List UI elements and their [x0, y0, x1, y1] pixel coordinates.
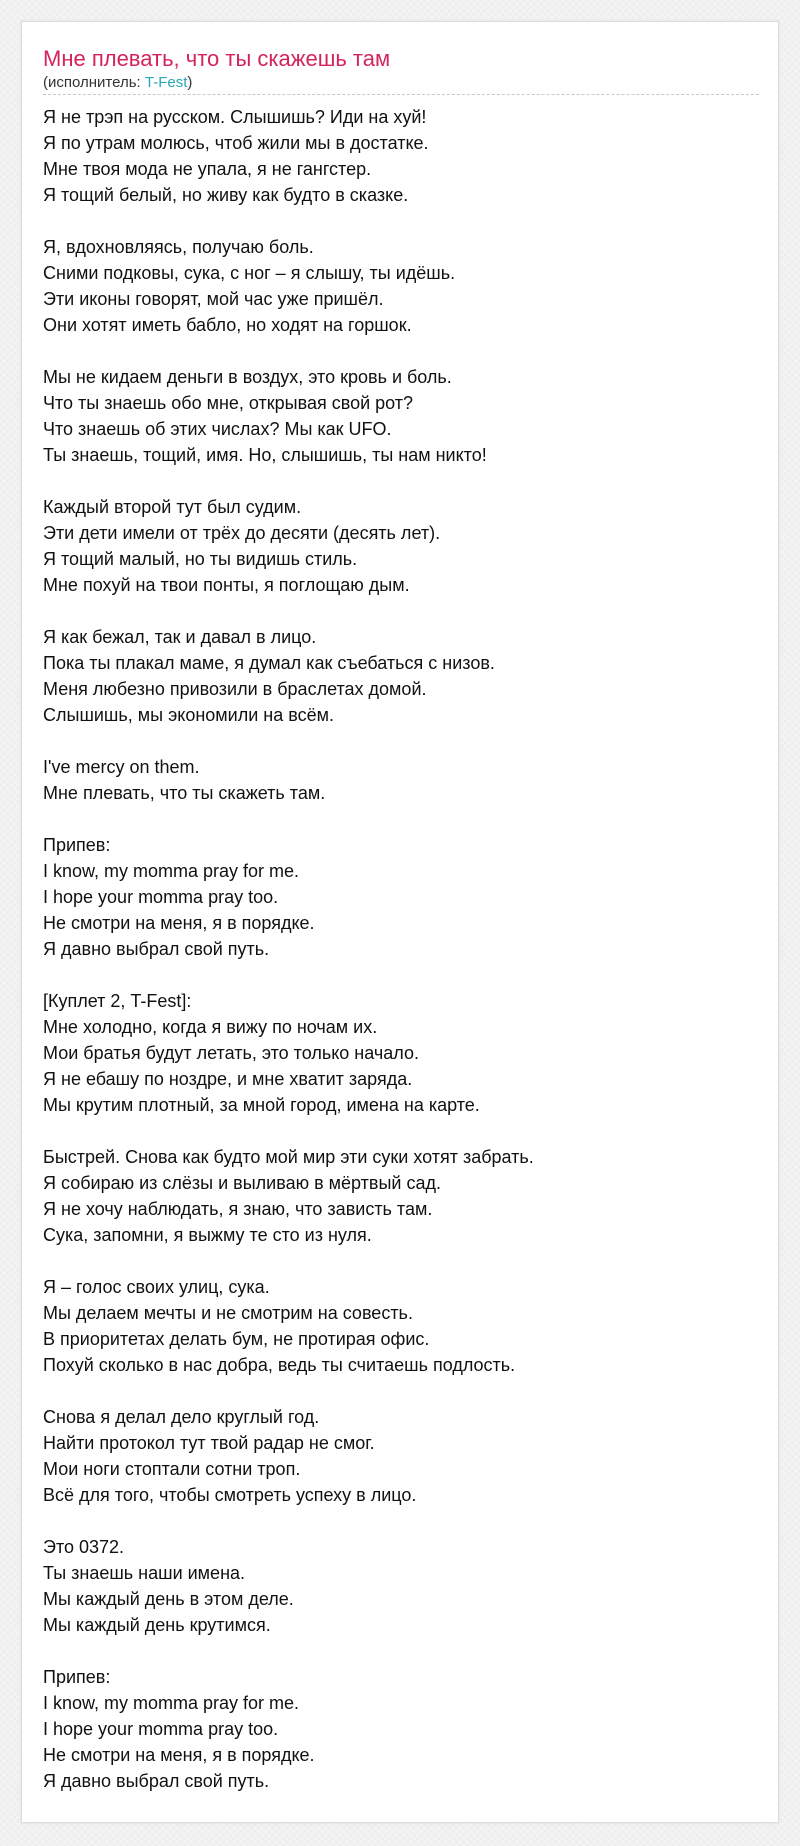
- lyrics-line: Мне холодно, когда я вижу по ночам их.: [43, 1017, 378, 1037]
- lyrics-line: Я давно выбрал свой путь.: [43, 1771, 270, 1791]
- lyrics-line: I know, my momma pray for me.: [43, 861, 300, 881]
- lyrics-line: Мне твоя мода не упала, я не гангстер.: [43, 159, 372, 179]
- lyrics-line: Эти дети имели от трёх до десяти (десять лет).: [43, 523, 441, 543]
- lyrics-line: Всё для того, чтобы смотреть успеху в лицо.: [43, 1485, 417, 1505]
- artist-line: [43, 73, 192, 93]
- lyrics-line: Мои братья будут летать, это только начало.: [43, 1043, 419, 1063]
- lyrics-line: Пока ты плакал маме, я думал как съебаться с низов.: [43, 653, 495, 673]
- lyrics-line: Меня любезно привозили в браслетах домой.: [43, 679, 427, 699]
- lyrics-line: I hope your momma pray too.: [43, 887, 279, 907]
- lyrics-stanza: [43, 832, 759, 962]
- lyrics-line: Мне плевать, что ты скажеть там.: [43, 783, 326, 803]
- lyrics-line: I've mercy on them.: [43, 757, 200, 777]
- lyrics-stanza: [43, 1404, 759, 1508]
- lyrics-line: Мы не кидаем деньги в воздух, это кровь и боль.: [43, 367, 452, 387]
- lyrics-line: Мы делаем мечты и не смотрим на совесть.: [43, 1303, 413, 1323]
- lyrics-line: [Куплет 2, T-Fest]:: [43, 991, 192, 1011]
- lyrics-line: Быстрей. Снова как будто мой мир эти суки хотят забрать.: [43, 1147, 534, 1167]
- lyrics-stanza: [43, 234, 759, 338]
- lyrics-line: Мои ноги стоптали сотни троп.: [43, 1459, 301, 1479]
- lyrics-line: Что ты знаешь обо мне, открывая свой рот?: [43, 393, 414, 413]
- lyrics-line: Я по утрам молюсь, чтоб жили мы в достатке.: [43, 133, 429, 153]
- lyrics-stanza: [43, 988, 759, 1118]
- lyrics-line: Мы крутим плотный, за мной город, имена на карте.: [43, 1095, 480, 1115]
- lyrics-line: Ты знаешь, тощий, имя. Но, слышишь, ты нам никто!: [43, 445, 487, 465]
- lyrics-line: Я не трэп на русском. Слышишь? Иди на хуй!: [43, 107, 427, 127]
- lyrics-stanza: [43, 1144, 759, 1248]
- lyrics-line: Ты знаешь наши имена.: [43, 1563, 246, 1583]
- lyrics-line: Они хотят иметь бабло, но ходят на горшок.: [43, 315, 412, 335]
- lyrics-stanza: [43, 1274, 759, 1378]
- lyrics-line: Найти протокол тут твой радар не смог.: [43, 1433, 375, 1453]
- artist-link[interactable]: T-Fest: [144, 74, 188, 91]
- lyrics-line: Мне похуй на твои понты, я поглощаю дым.: [43, 575, 410, 595]
- lyrics-stanza: [43, 754, 759, 806]
- lyrics-line: Мы каждый день в этом деле.: [43, 1589, 294, 1609]
- lyrics-line: Я как бежал, так и давал в лицо.: [43, 627, 317, 647]
- lyrics-line: В приоритетах делать бум, не протирая офис.: [43, 1329, 430, 1349]
- lyrics-line: Сними подковы, сука, с ног – я слышу, ты идёшь.: [43, 263, 456, 283]
- song-title: Мне плевать, что ты скажешь там: [43, 46, 391, 71]
- lyrics-line: Что знаешь об этих числах? Мы как UFO.: [43, 419, 392, 439]
- lyrics-line: Я – голос своих улиц, сука.: [43, 1277, 270, 1297]
- artist-prefix: (исполнитель:: [43, 74, 145, 91]
- lyrics-line: Снова я делал дело круглый год.: [43, 1407, 320, 1427]
- lyrics-stanza: [43, 624, 759, 728]
- lyrics-text: [43, 104, 759, 1820]
- lyrics-line: Припев:: [43, 1667, 111, 1687]
- lyrics-line: Слышишь, мы экономили на всём.: [43, 705, 334, 725]
- lyrics-line: I know, my momma pray for me.: [43, 1693, 300, 1713]
- lyrics-stanza: [43, 1534, 759, 1638]
- lyrics-line: Я тощий малый, но ты видишь стиль.: [43, 549, 358, 569]
- lyrics-line: Не смотри на меня, я в порядке.: [43, 913, 315, 933]
- lyrics-line: Я не хочу наблюдать, я знаю, что зависть там.: [43, 1199, 433, 1219]
- lyrics-stanza: [43, 364, 759, 468]
- lyrics-line: Мы каждый день крутимся.: [43, 1615, 271, 1635]
- lyrics-line: Каждый второй тут был судим.: [43, 497, 302, 517]
- lyrics-line: I hope your momma pray too.: [43, 1719, 279, 1739]
- lyrics-line: Похуй сколько в нас добра, ведь ты считаешь подлость.: [43, 1355, 516, 1375]
- lyrics-line: Эти иконы говорят, мой час уже пришёл.: [43, 289, 384, 309]
- lyrics-line: Я собираю из слёзы и выливаю в мёртвый сад.: [43, 1173, 441, 1193]
- lyrics-line: Припев:: [43, 835, 111, 855]
- lyrics-line: Я давно выбрал свой путь.: [43, 939, 270, 959]
- lyrics-line: Я не ебашу по ноздре, и мне хватит заряда.: [43, 1069, 413, 1089]
- title-divider: [43, 94, 759, 95]
- lyrics-card: [21, 21, 779, 1823]
- artist-suffix: ): [187, 74, 193, 91]
- lyrics-stanza: [43, 1664, 759, 1794]
- lyrics-line: Это 0372.: [43, 1537, 125, 1557]
- lyrics-line: Не смотри на меня, я в порядке.: [43, 1745, 315, 1765]
- lyrics-line: Я тощий белый, но живу как будто в сказке.: [43, 185, 409, 205]
- lyrics-stanza: [43, 104, 759, 208]
- lyrics-stanza: [43, 494, 759, 598]
- lyrics-line: Сука, запомни, я выжму те сто из нуля.: [43, 1225, 372, 1245]
- lyrics-line: Я, вдохновляясь, получаю боль.: [43, 237, 314, 257]
